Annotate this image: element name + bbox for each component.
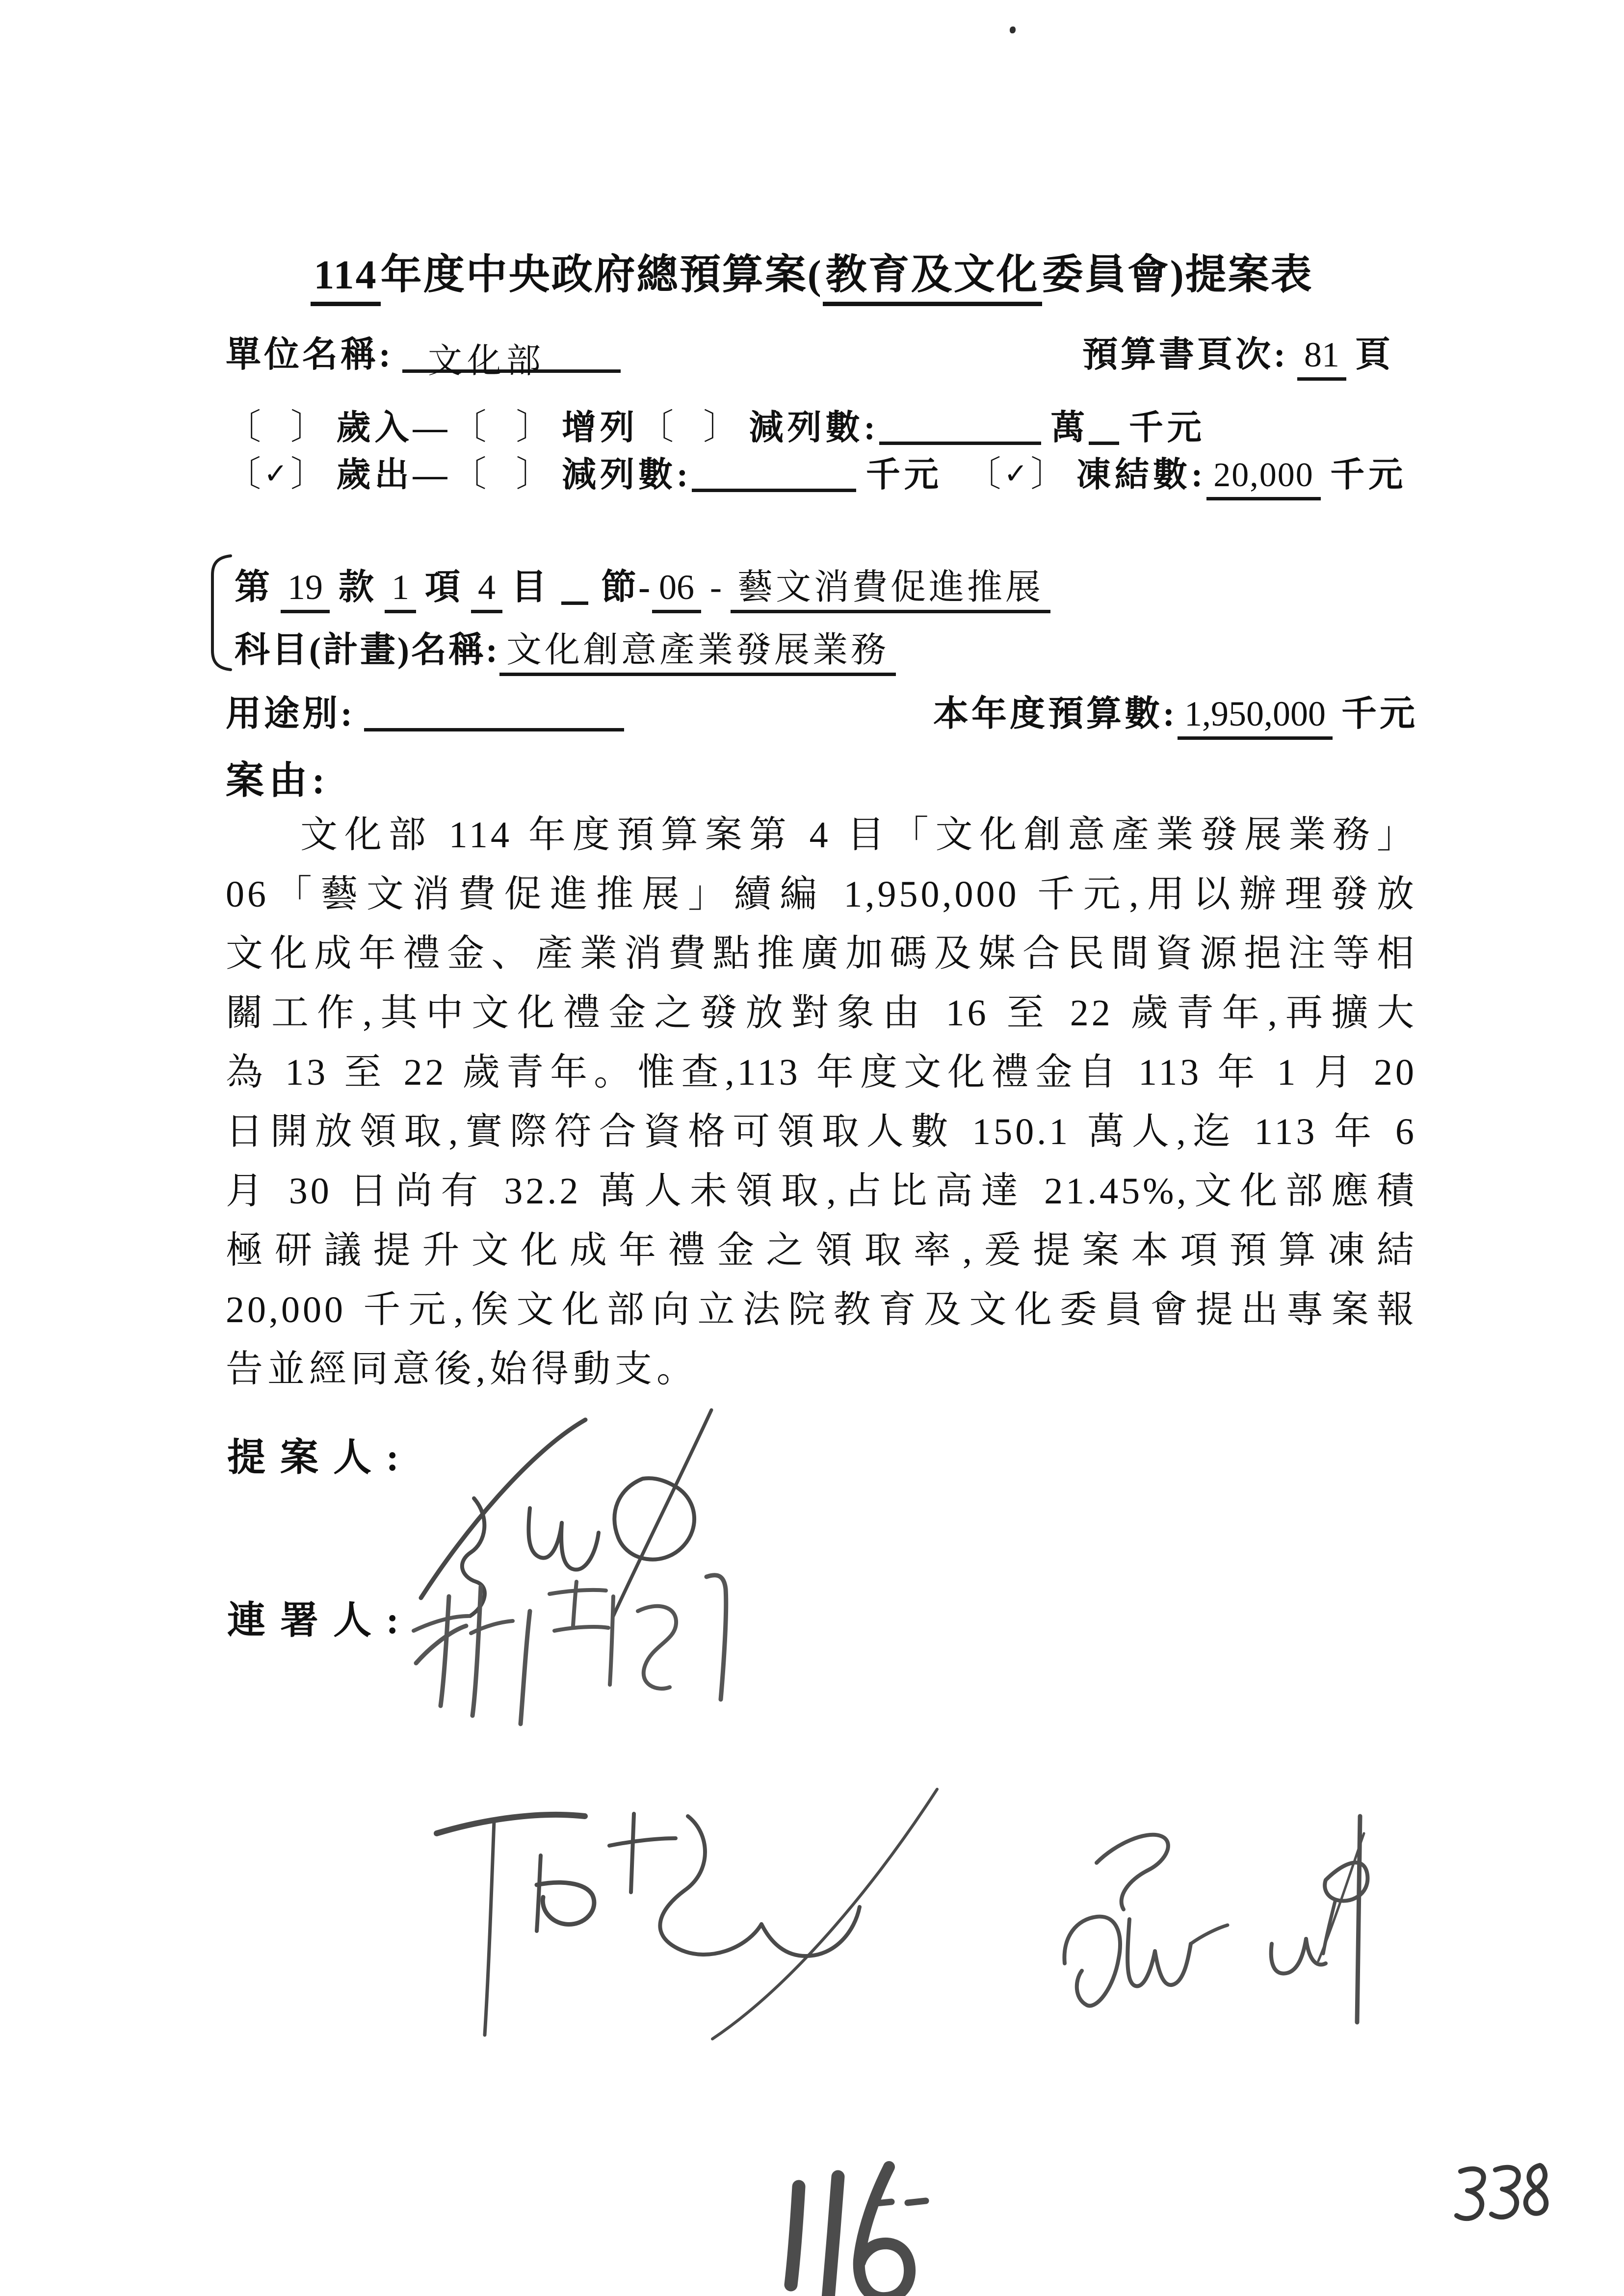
thousand-unit2: 千元 [865,456,943,494]
case-paragraph [226,806,1417,1399]
checkbox-close: 〕 [290,408,327,447]
checkbox-close: 〕 [516,408,552,447]
thousand-unit: 千元 [1128,409,1205,447]
item-line [235,558,1050,609]
cosigner-signature-2 [422,1786,962,2041]
subject-value: 文化創意產業發展業務 [499,630,896,676]
title-year: 114 [311,252,380,306]
xiang-label: 項 [425,568,463,607]
kuan-no: 19 [281,568,330,613]
freeze-value: 20,000 [1206,456,1321,500]
revenue-amount-blank [879,405,1041,445]
freeze-label: 凍結數: [1076,456,1207,494]
usage-row [226,685,1418,736]
add-label: 增列 [562,409,639,447]
title-mid: 年度中央政府總預算案( [380,252,823,298]
checkbox-close: 〕 [703,408,740,447]
checkbox-close: 〕 [516,455,552,494]
proposer-label: 提案人: [227,1436,414,1479]
freeze-check-icon: ✓ [1004,458,1029,490]
usage-block [226,685,624,736]
separator: - [710,568,722,607]
case-line: 文化成年禮金、產業消費點推廣加碼及媒合民間資源挹注等相 [226,933,1417,974]
scan-speck [1010,26,1016,33]
unit-label: 單位名稱: [226,335,393,374]
case-line: 日開放領取,實際符合資格可領取人數 150.1 萬人,迄 113 年 6 [226,1111,1417,1152]
jie-label: 節- [601,568,653,607]
kuan-label: 款 [339,568,376,607]
cosigner-signature-3 [1050,1805,1393,2080]
expenditure-amount-blank [692,452,856,492]
case-line: 20,000 千元,俟文化部向立法院教育及文化委員會提出專案報 [226,1289,1417,1331]
dash: — [413,456,451,494]
handwritten-doc-number [1448,2158,1551,2236]
checkbox-open: 〔 [451,408,488,447]
no-label: 第 [235,568,272,607]
title-tail: 委員會)提案表 [1042,252,1313,298]
unit-value: 文化部 [427,342,546,380]
case-line: 06「藝文消費促進推展」續編 1,950,000 千元,用以辦理發放 [226,874,1417,915]
wan-unit: 萬 [1050,409,1089,447]
title-committee: 教育及文化 [823,252,1042,306]
usage-blank [364,692,624,731]
mu-no: 4 [471,568,502,613]
checkbox-close: 〕 [1030,455,1067,494]
cosigner-label: 連署人: [227,1599,414,1642]
case-line: 極研議提升文化成年禮金之領取率,爰提案本項預算凍結 [226,1230,1417,1271]
subject-label: 科目(計畫)名稱: [235,630,499,670]
case-line: 為 13 至 22 歲青年。惟查,113 年度文化禮金自 113 年 1 月 20 [226,1052,1417,1093]
page-title [0,241,1624,301]
checkbox-close: 〕 [290,455,327,494]
case-label: 案由: [226,759,330,802]
expenditure-check-icon: ✓ [263,458,289,490]
annual-value: 1,950,000 [1178,694,1333,740]
budget-page-unit: 頁 [1355,335,1393,374]
annual-budget-block [933,685,1418,736]
jie-no: 06 [652,568,701,613]
mu-blank [561,565,588,605]
expenditure-row [226,445,1407,496]
revenue-row [226,398,1205,449]
handwritten-page-number [775,2156,942,2296]
expenditure-label: 歲出 [336,456,413,494]
checkbox-open: 〔 [226,455,262,494]
revenue-label: 歲入 [336,409,413,447]
unit-value-line [402,333,621,380]
case-line: 月 30 日尚有 32.2 萬人未領取,占比高達 21.45%,文化部應積 [226,1171,1417,1212]
checkbox-open: 〔 [966,455,1002,494]
budget-page-block [1082,326,1393,377]
checkbox-open: 〔 [638,408,675,447]
case-line: 文化部 114 年度預算案第 4 目「文化創意產業發展業務」 [300,814,1417,856]
xiang-no: 1 [385,568,416,613]
usage-label: 用途別: [226,694,355,733]
case-line: 關工作,其中文化禮金之發放對象由 16 至 22 歲青年,再擴大 [226,992,1417,1034]
freeze-unit: 千元 [1330,456,1407,494]
unit-row [226,326,1393,380]
cosigner-signature-1 [401,1566,779,1743]
case-line: 告並經同意後,始得動支。 [226,1349,698,1390]
reduce-label: 減列數: [749,409,879,447]
unit-block [226,326,621,380]
checkbox-open: 〔 [451,455,488,494]
jie-name: 藝文消費促進推展 [731,568,1050,613]
revenue-thousand-blank [1089,405,1119,445]
checkbox-open: 〔 [226,408,262,447]
annual-unit: 千元 [1341,694,1418,733]
section-brace [206,552,233,673]
budget-page-value: 81 [1297,335,1346,381]
budget-page-label: 預算書頁次: [1082,335,1288,374]
subject-line [235,621,896,672]
annual-label: 本年度預算數: [933,694,1178,733]
dash: — [413,409,451,447]
mu-label: 目 [511,568,549,607]
reduce2-label: 減列數: [562,456,692,494]
